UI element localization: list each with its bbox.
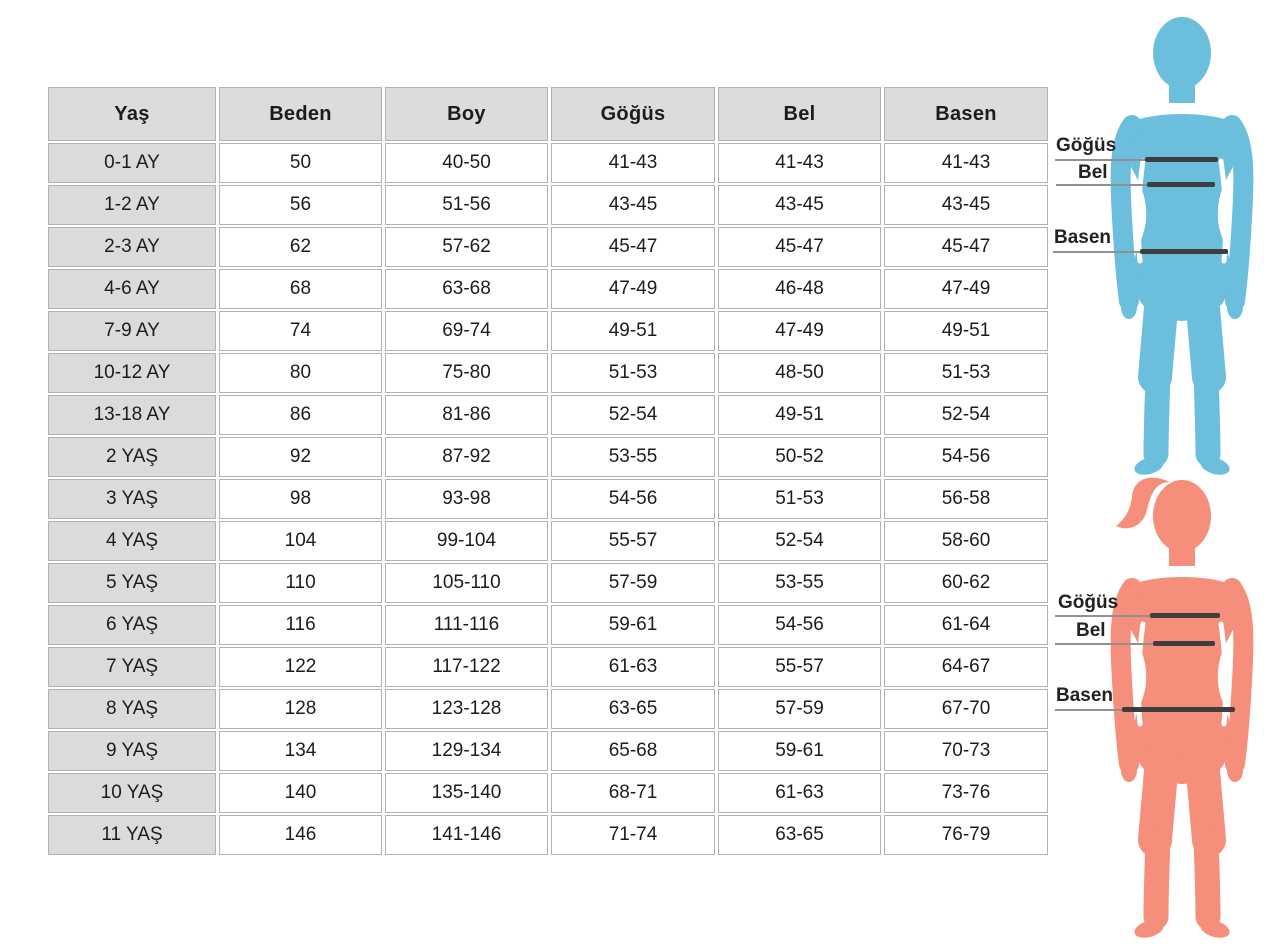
cell-chest: 61-63 xyxy=(551,647,715,687)
hips-measure-bar xyxy=(1140,249,1228,254)
col-header-hips: Basen xyxy=(884,87,1048,141)
header-row xyxy=(48,87,1048,141)
waist-pointer-line xyxy=(1055,643,1153,645)
cell-waist: 46-48 xyxy=(718,269,881,309)
cell-waist: 43-45 xyxy=(718,185,881,225)
cell-chest: 63-65 xyxy=(551,689,715,729)
size-table xyxy=(45,85,1051,857)
hips-measure-label: Basen xyxy=(1056,685,1114,706)
cell-waist: 51-53 xyxy=(718,479,881,519)
cell-size: 146 xyxy=(219,815,382,855)
cell-height: 87-92 xyxy=(385,437,548,477)
cell-hips: 60-62 xyxy=(884,563,1048,603)
cell-age: 3 YAŞ xyxy=(48,479,216,519)
cell-age: 5 YAŞ xyxy=(48,563,216,603)
cell-age: 7-9 AY xyxy=(48,311,216,351)
table-row xyxy=(48,311,1048,351)
chest-pointer-line xyxy=(1055,615,1150,617)
cell-waist: 63-65 xyxy=(718,815,881,855)
cell-waist: 59-61 xyxy=(718,731,881,771)
cell-age: 0-1 AY xyxy=(48,143,216,183)
table-row xyxy=(48,605,1048,645)
waist-measure-bar xyxy=(1153,641,1215,646)
cell-age: 11 YAŞ xyxy=(48,815,216,855)
chest-measure-bar xyxy=(1150,613,1220,618)
cell-hips: 41-43 xyxy=(884,143,1048,183)
cell-hips: 58-60 xyxy=(884,521,1048,561)
cell-waist: 54-56 xyxy=(718,605,881,645)
cell-hips: 76-79 xyxy=(884,815,1048,855)
table-row xyxy=(48,647,1048,687)
cell-size: 98 xyxy=(219,479,382,519)
table-row xyxy=(48,143,1048,183)
cell-height: 123-128 xyxy=(385,689,548,729)
table-row xyxy=(48,353,1048,393)
cell-waist: 52-54 xyxy=(718,521,881,561)
cell-waist: 48-50 xyxy=(718,353,881,393)
cell-size: 80 xyxy=(219,353,382,393)
cell-waist: 55-57 xyxy=(718,647,881,687)
cell-age: 13-18 AY xyxy=(48,395,216,435)
cell-age: 10 YAŞ xyxy=(48,773,216,813)
cell-chest: 55-57 xyxy=(551,521,715,561)
table-row xyxy=(48,395,1048,435)
cell-chest: 53-55 xyxy=(551,437,715,477)
hips-measure-bar xyxy=(1122,707,1235,712)
cell-age: 2 YAŞ xyxy=(48,437,216,477)
cell-size: 50 xyxy=(219,143,382,183)
cell-size: 92 xyxy=(219,437,382,477)
cell-age: 2-3 AY xyxy=(48,227,216,267)
cell-height: 57-62 xyxy=(385,227,548,267)
cell-height: 75-80 xyxy=(385,353,548,393)
cell-height: 111-116 xyxy=(385,605,548,645)
waist-measure-bar xyxy=(1147,182,1215,187)
cell-hips: 51-53 xyxy=(884,353,1048,393)
chest-measure-bar xyxy=(1145,157,1218,162)
cell-chest: 57-59 xyxy=(551,563,715,603)
cell-hips: 70-73 xyxy=(884,731,1048,771)
table-row xyxy=(48,185,1048,225)
cell-age: 7 YAŞ xyxy=(48,647,216,687)
waist-measure-label: Bel xyxy=(1076,620,1106,641)
cell-height: 93-98 xyxy=(385,479,548,519)
cell-size: 140 xyxy=(219,773,382,813)
table-row xyxy=(48,521,1048,561)
cell-size: 86 xyxy=(219,395,382,435)
chest-measure-label: Göğüs xyxy=(1056,135,1117,156)
cell-waist: 53-55 xyxy=(718,563,881,603)
cell-waist: 49-51 xyxy=(718,395,881,435)
cell-height: 51-56 xyxy=(385,185,548,225)
waist-measure-label: Bel xyxy=(1078,162,1108,183)
cell-chest: 65-68 xyxy=(551,731,715,771)
cell-age: 9 YAŞ xyxy=(48,731,216,771)
cell-chest: 41-43 xyxy=(551,143,715,183)
cell-age: 6 YAŞ xyxy=(48,605,216,645)
cell-chest: 49-51 xyxy=(551,311,715,351)
cell-height: 99-104 xyxy=(385,521,548,561)
cell-size: 134 xyxy=(219,731,382,771)
table-row xyxy=(48,227,1048,267)
cell-waist: 61-63 xyxy=(718,773,881,813)
cell-height: 117-122 xyxy=(385,647,548,687)
table-row xyxy=(48,563,1048,603)
cell-chest: 68-71 xyxy=(551,773,715,813)
figure-girl-silhouette xyxy=(1050,476,1280,946)
hips-pointer-line xyxy=(1053,251,1140,253)
col-header-age: Yaş xyxy=(48,87,216,141)
cell-waist: 50-52 xyxy=(718,437,881,477)
table-row xyxy=(48,437,1048,477)
cell-chest: 52-54 xyxy=(551,395,715,435)
cell-height: 69-74 xyxy=(385,311,548,351)
cell-chest: 43-45 xyxy=(551,185,715,225)
cell-chest: 45-47 xyxy=(551,227,715,267)
cell-chest: 59-61 xyxy=(551,605,715,645)
table-row xyxy=(48,689,1048,729)
cell-hips: 49-51 xyxy=(884,311,1048,351)
table-row xyxy=(48,479,1048,519)
cell-hips: 61-64 xyxy=(884,605,1048,645)
cell-hips: 73-76 xyxy=(884,773,1048,813)
cell-height: 129-134 xyxy=(385,731,548,771)
col-header-chest: Göğüs xyxy=(551,87,715,141)
cell-height: 141-146 xyxy=(385,815,548,855)
cell-hips: 54-56 xyxy=(884,437,1048,477)
cell-size: 110 xyxy=(219,563,382,603)
table-row xyxy=(48,731,1048,771)
cell-hips: 52-54 xyxy=(884,395,1048,435)
cell-age: 8 YAŞ xyxy=(48,689,216,729)
cell-age: 4-6 AY xyxy=(48,269,216,309)
cell-size: 104 xyxy=(219,521,382,561)
cell-hips: 56-58 xyxy=(884,479,1048,519)
cell-size: 122 xyxy=(219,647,382,687)
cell-chest: 51-53 xyxy=(551,353,715,393)
cell-size: 56 xyxy=(219,185,382,225)
cell-height: 81-86 xyxy=(385,395,548,435)
cell-waist: 45-47 xyxy=(718,227,881,267)
cell-chest: 47-49 xyxy=(551,269,715,309)
cell-size: 74 xyxy=(219,311,382,351)
table-row xyxy=(48,773,1048,813)
cell-hips: 45-47 xyxy=(884,227,1048,267)
chest-pointer-line xyxy=(1055,159,1145,161)
table-row xyxy=(48,269,1048,309)
col-header-waist: Bel xyxy=(718,87,881,141)
cell-size: 68 xyxy=(219,269,382,309)
cell-size: 116 xyxy=(219,605,382,645)
waist-pointer-line xyxy=(1056,184,1147,186)
cell-height: 63-68 xyxy=(385,269,548,309)
hips-measure-label: Basen xyxy=(1054,227,1112,248)
cell-age: 4 YAŞ xyxy=(48,521,216,561)
cell-age: 1-2 AY xyxy=(48,185,216,225)
cell-size: 62 xyxy=(219,227,382,267)
cell-age: 10-12 AY xyxy=(48,353,216,393)
cell-height: 40-50 xyxy=(385,143,548,183)
cell-hips: 67-70 xyxy=(884,689,1048,729)
cell-size: 128 xyxy=(219,689,382,729)
figure-woman-silhouette xyxy=(1050,13,1280,483)
cell-waist: 47-49 xyxy=(718,311,881,351)
cell-waist: 57-59 xyxy=(718,689,881,729)
cell-height: 105-110 xyxy=(385,563,548,603)
chest-measure-label: Göğüs xyxy=(1058,592,1119,613)
size-table-body xyxy=(48,143,1048,855)
size-table-header xyxy=(48,87,1048,141)
cell-waist: 41-43 xyxy=(718,143,881,183)
hips-pointer-line xyxy=(1055,709,1122,711)
cell-height: 135-140 xyxy=(385,773,548,813)
cell-hips: 47-49 xyxy=(884,269,1048,309)
col-header-height: Boy xyxy=(385,87,548,141)
cell-chest: 54-56 xyxy=(551,479,715,519)
table-row xyxy=(48,815,1048,855)
cell-chest: 71-74 xyxy=(551,815,715,855)
cell-hips: 43-45 xyxy=(884,185,1048,225)
col-header-size: Beden xyxy=(219,87,382,141)
cell-hips: 64-67 xyxy=(884,647,1048,687)
